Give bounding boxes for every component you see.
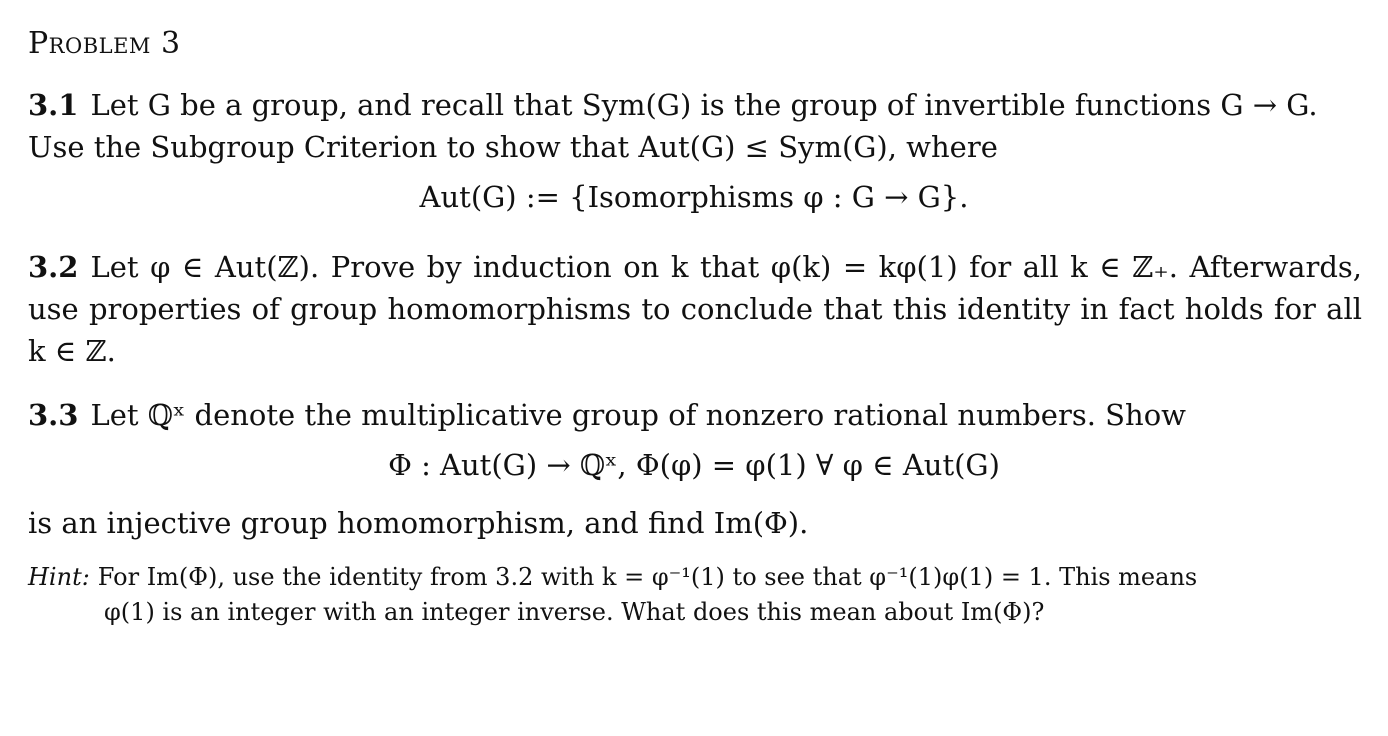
part-3-1 — [28, 84, 1362, 168]
part-3-1-line2: Use the Subgroup Criterion to show that Aut(G) ≤ Sym(G), where — [28, 130, 998, 164]
hint-block — [28, 560, 1318, 630]
part-3-2 — [28, 246, 1362, 372]
part-3-3 — [28, 394, 1362, 436]
part-3-1-line1: Let G be a group, and recall that Sym(G) is the group of invertible functions G → G. — [90, 88, 1318, 122]
part-3-2-text: Let φ ∈ Aut(ℤ). Prove by induction on k that φ(k) = kφ(1) for all k ∈ ℤ₊. Afterwards, use properties of group homomorphisms to conclude that this identity in fact holds for all k ∈ ℤ. — [28, 250, 1362, 368]
part-3-3-number: 3.3 — [28, 398, 79, 432]
part-3-2-number: 3.2 — [28, 250, 79, 284]
hint-line2: φ(1) is an integer with an integer inverse. What does this mean about Im(Φ)? — [104, 598, 1045, 626]
hint-label: Hint: — [28, 563, 90, 591]
problem-title: Problem 3 — [28, 26, 181, 61]
part-3-3-display-equation: Φ : Aut(G) → ℚˣ, Φ(φ) = φ(1) ∀ φ ∈ Aut(G) — [388, 448, 1000, 482]
part-3-3-line1: Let ℚˣ denote the multiplicative group of nonzero rational numbers. Show — [90, 398, 1186, 432]
part-3-3-conclusion: is an injective group homomorphism, and find Im(Φ). — [28, 506, 809, 540]
part-3-1-number: 3.1 — [28, 88, 79, 122]
part-3-1-display-equation: Aut(G) := {Isomorphisms φ : G → G}. — [419, 180, 969, 214]
hint-line1: For Im(Φ), use the identity from 3.2 with k = φ⁻¹(1) to see that φ⁻¹(1)φ(1) = 1. This means — [97, 563, 1198, 591]
